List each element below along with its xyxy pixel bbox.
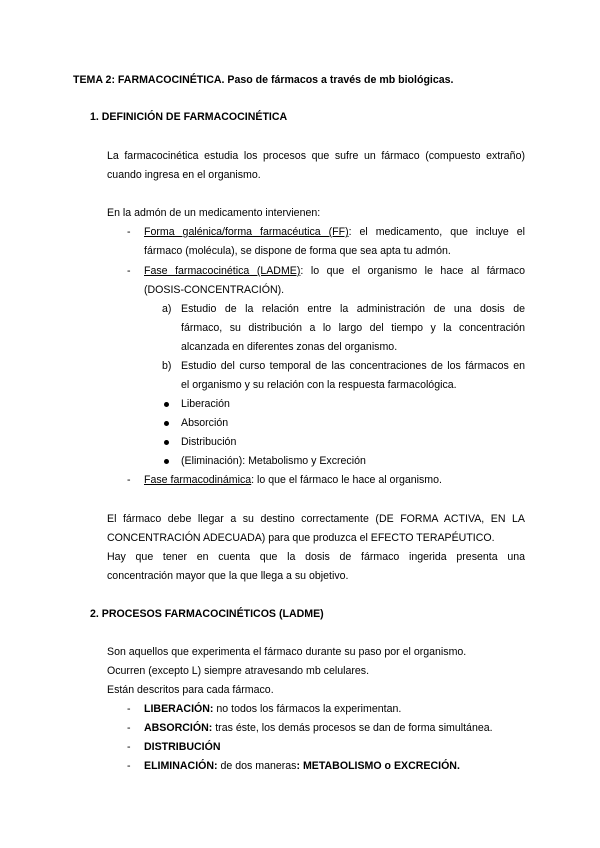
- list-dash: -: [127, 760, 131, 772]
- section-1-heading: 1. DEFINICIÓN DE FARMACOCINÉTICA: [90, 111, 288, 123]
- fd-rest: : lo que el fármaco le hace al organismo.: [251, 474, 442, 486]
- ladme-item-desc: de dos maneras: [217, 760, 297, 772]
- fd-line: [144, 474, 442, 487]
- bullet-icon: [164, 402, 169, 407]
- ladme-line-2: (DOSIS-CONCENTRACIÓN).: [144, 284, 285, 296]
- bullet-item: Liberación: [181, 398, 230, 410]
- ff-rest: : el medicamento, que incluye el: [348, 226, 525, 238]
- list-dash: -: [127, 703, 131, 715]
- item-b-label: b): [162, 360, 172, 372]
- ladme-item-eliminacion: [144, 760, 460, 773]
- bullet-icon: [164, 421, 169, 426]
- ladme-line-1: [144, 265, 525, 278]
- para2-line-1: El fármaco debe llegar a su destino correctamente (DE FORMA ACTIVA, EN LA: [107, 513, 525, 525]
- ladme-item-desc: no todos los fármacos la experimentan.: [213, 703, 402, 715]
- list-dash: -: [127, 741, 131, 753]
- item-a-line-2: fármaco, su distribución a lo largo del tiempo y la concentración: [181, 322, 525, 334]
- ladme-item-liberacion: [144, 703, 401, 716]
- item-a-line-1: Estudio de la relación entre la administración de una dosis de: [181, 303, 525, 315]
- ladme-item-term: ABSORCIÓN:: [144, 722, 213, 734]
- ladme-item-absorcion: [144, 722, 493, 735]
- bullet-item: Distribución: [181, 436, 237, 448]
- ladme-term: Fase farmacocinética (LADME): [144, 265, 301, 277]
- para2-line-2: CONCENTRACIÓN ADECUADA) para que produzca el EFECTO TERAPÉUTICO.: [107, 532, 495, 544]
- ff-line-2: fármaco (molécula), se dispone de forma que sea apta tu admón.: [144, 245, 451, 257]
- list-dash: -: [127, 226, 131, 238]
- list-dash: -: [127, 265, 131, 277]
- ff-line-1: [144, 226, 525, 239]
- ladme-item-tail: : METABOLISMO o EXCRECIÓN.: [296, 760, 460, 772]
- bullet-icon: [164, 459, 169, 464]
- bullet-item: Absorción: [181, 417, 229, 429]
- ladme-rest: : lo que el organismo le hace al fármaco: [300, 265, 525, 277]
- section2-line-2: Ocurren (excepto L) siempre atravesando mb celulares.: [107, 665, 370, 677]
- document-title: TEMA 2: FARMACOCINÉTICA. Paso de fármacos a través de mb biológicas.: [73, 74, 454, 86]
- item-a-line-3: alcanzada en diferentes zonas del organismo.: [181, 341, 398, 353]
- intro-line-1: La farmacocinética estudia los procesos que sufre un fármaco (compuesto extraño): [107, 150, 525, 162]
- ladme-item-term: ELIMINACIÓN:: [144, 760, 218, 772]
- para2-line-4: concentración mayor que la que llega a su objetivo.: [107, 570, 349, 582]
- item-a-label: a): [162, 303, 172, 315]
- section2-line-1: Son aquellos que experimenta el fármaco durante su paso por el organismo.: [107, 646, 467, 658]
- bullet-icon: [164, 440, 169, 445]
- admon-line: En la admón de un medicamento intervienen:: [107, 207, 321, 219]
- intro-line-2: cuando ingresa en el organismo.: [107, 169, 261, 181]
- ladme-item-term: LIBERACIÓN:: [144, 703, 214, 715]
- ladme-item-desc: tras éste, los demás procesos se dan de forma simultánea.: [212, 722, 493, 734]
- section2-line-3: Están descritos para cada fármaco.: [107, 684, 274, 696]
- ff-term: Forma galénica/forma farmacéutica (FF): [144, 226, 349, 238]
- item-b-line-2: el organismo y su relación con la respuesta farmacológica.: [181, 379, 457, 391]
- ladme-item-distribucion: [144, 741, 221, 754]
- ladme-item-term: DISTRIBUCIÓN: [144, 741, 221, 753]
- list-dash: -: [127, 474, 131, 486]
- para2-line-3: Hay que tener en cuenta que la dosis de fármaco ingerida presenta una: [107, 551, 525, 563]
- section-2-heading: 2. PROCESOS FARMACOCINÉTICOS (LADME): [90, 608, 324, 620]
- list-dash: -: [127, 722, 131, 734]
- bullet-item: (Eliminación): Metabolismo y Excreción: [181, 455, 366, 467]
- item-b-line-1: Estudio del curso temporal de las concentraciones de los fármacos en: [181, 360, 525, 372]
- fd-term: Fase farmacodinámica: [144, 474, 252, 486]
